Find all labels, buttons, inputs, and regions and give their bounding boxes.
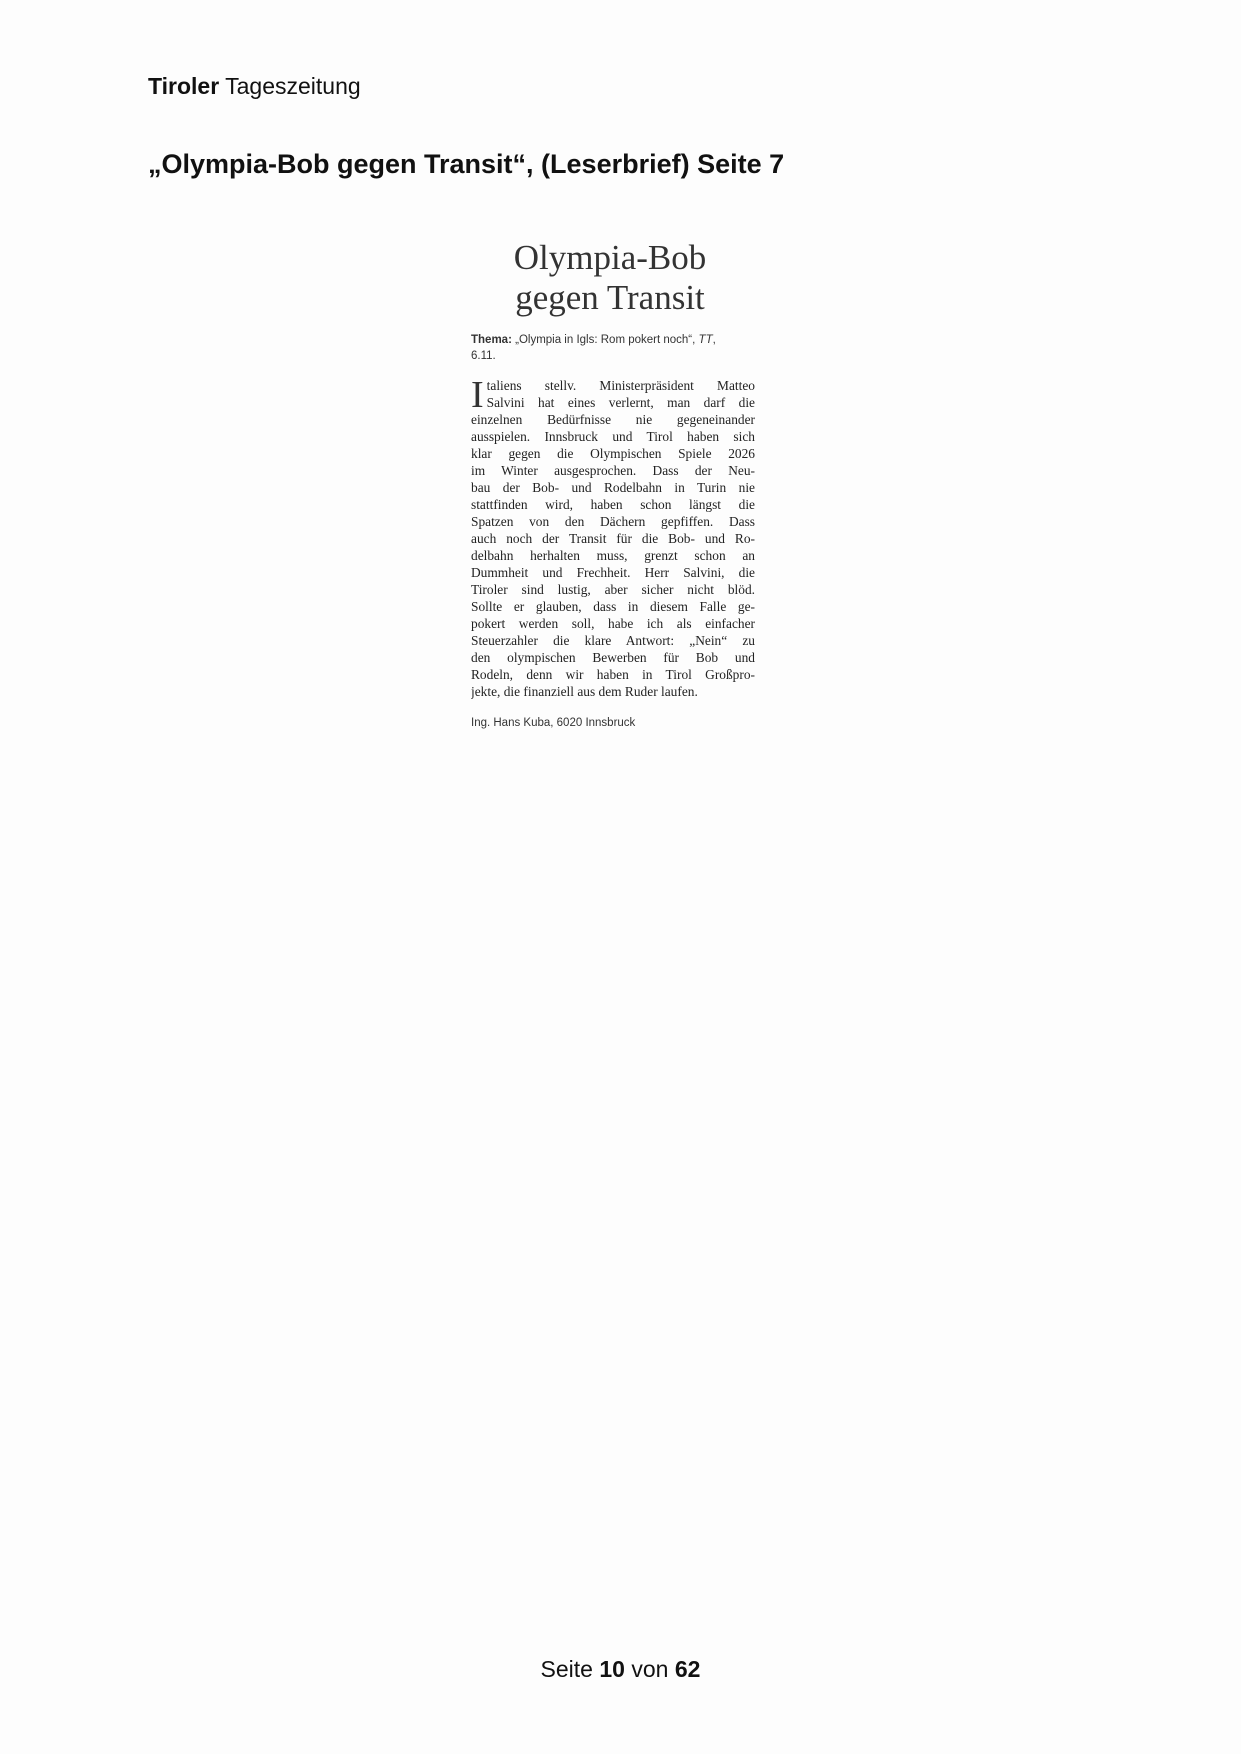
body-line: Rodeln, denn wir haben in Tirol Großpro- [471,667,755,682]
letter-signature: Ing. Hans Kuba, 6020 Innsbruck [471,717,636,729]
publication-name-rest: Tageszeitung [225,73,361,99]
body-line: Sollte er glauben, dass in diesem Falle ge- [471,599,755,614]
body-line: stattfinden wird, haben schon längst die [471,497,755,512]
clipping-headline [471,238,755,318]
document-title: „Olympia-Bob gegen Transit“, (Leserbrief) Seite 7 [148,149,785,179]
letter-body [471,374,755,701]
body-line: im Winter ausgesprochen. Dass der Neu- [471,463,755,478]
topic-label: Thema: [471,334,512,346]
drop-cap: I [471,374,484,416]
body-line: den olympischen Bewerben für Bob und [471,650,755,665]
body-line: auch noch der Transit für die Bob- und Ro- [471,531,755,546]
body-line: Spatzen von den Dächern gepfiffen. Dass [471,514,755,529]
body-line: Tiroler sind lustig, aber sicher nicht blöd. [471,582,755,597]
footer-page-number: 10 [599,1656,625,1682]
body-line: taliens stellv. Ministerpräsident Matteo [486,378,755,393]
headline-line-1: Olympia-Bob [513,238,707,277]
topic-source: TT [698,334,713,346]
footer-middle: von [631,1656,669,1682]
body-line: Steuerzahler die klare Antwort: „Nein“ zu [471,633,755,648]
publication-name [148,72,361,100]
newspaper-clipping [471,238,755,731]
body-line: klar gegen die Olympischen Spiele 2026 [471,446,755,461]
clipping-topic: Thema: „Olympia in Igls: Rom pokert noch“, TT, 6.11. [471,334,716,362]
body-line: Salvini hat eines verlernt, man darf die [486,395,755,410]
body-line: bau der Bob- und Rodelbahn in Turin nie [471,480,755,495]
body-line: jekte, die finanziell aus dem Ruder laufen. [471,684,698,699]
topic-text: „Olympia in Igls: Rom pokert noch“, [515,334,696,346]
body-line: Dummheit und Frechheit. Herr Salvini, die [471,565,755,580]
body-line: einzelnen Bedürfnisse nie gegeneinander [471,412,755,427]
topic-date: 6.11. [471,350,496,362]
body-line: pokert werden soll, habe ich als einfacher [471,616,755,631]
headline-line-2: gegen Transit [515,278,705,317]
footer-prefix: Seite [540,1656,593,1682]
publication-name-bold: Tiroler [148,73,220,99]
body-line: ausspielen. Innsbruck und Tirol haben sich [471,429,755,444]
body-line: delbahn herhalten muss, grenzt schon an [471,548,755,563]
footer-page-total: 62 [674,1656,701,1682]
page-footer [0,1655,1241,1683]
